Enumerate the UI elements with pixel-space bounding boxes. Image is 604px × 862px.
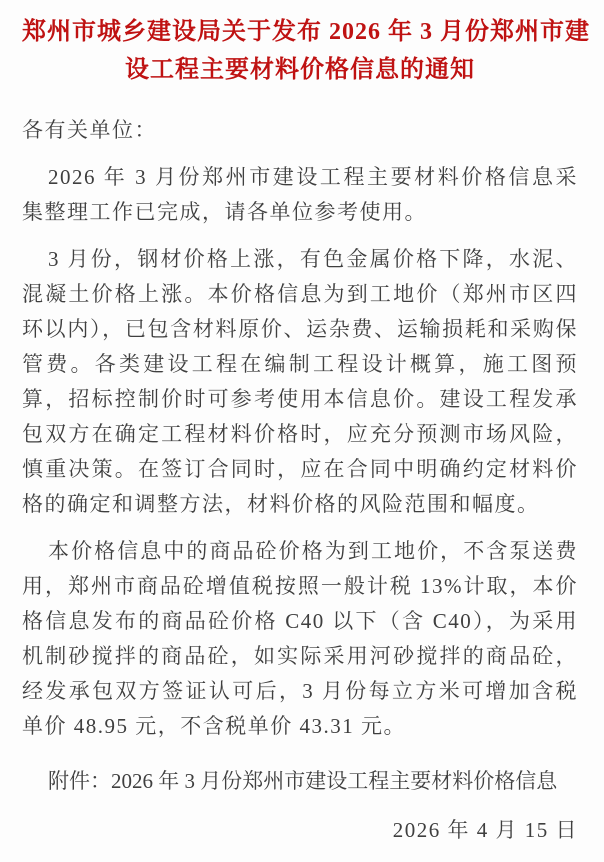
paragraph-concrete-pricing: 本价格信息中的商品砼价格为到工地价，不含泵送费用，郑州市商品砼增值税按照一般计税 13%计取，本价格信息发布的商品砼价格 C40 以下（含 C40），为采用机制砂搅拌的商品砼，如实际采用河砂搅拌的商品砼，经发承包双方签证认可后，3 月份每立方米可增加含税单价 48.95 元，不含税单价 43.31 元。 [22, 539, 578, 738]
notice-title-line-2: 设工程主要材料价格信息的通知 [125, 57, 475, 83]
salutation: 各有关单位： [22, 118, 157, 142]
issue-date: 2026 年 4 月 15 日 [392, 818, 578, 842]
attachment-line: 附件：2026 年 3 月份郑州市建设工程主要材料价格信息 [48, 769, 558, 793]
notice-title-line-1: 郑州市城乡建设局关于发布 2026 年 3 月份郑州市建 [22, 19, 590, 45]
paragraph-collection-complete: 2026 年 3 月份郑州市建设工程主要材料价格信息采集整理工作已完成，请各单位参考使用。 [22, 165, 578, 224]
notice-title [22, 13, 590, 89]
paragraph-price-trends: 3 月份，钢材价格上涨，有色金属价格下降，水泥、混凝土价格上涨。本价格信息为到工地价（郑州市区四环以内），已包含材料原价、运杂费、运输损耗和采购保管费。各类建设工程在编制工程设计概算，施工图预算，招标控制价时可参考使用本信息价。建设工程发承包双方在确定工程材料价格时，应充分预测市场风险，慎重决策。在签订合同时，应在合同中明确约定材料价格的确定和调整方法，材料价格的风险范围和幅度。 [22, 247, 578, 516]
